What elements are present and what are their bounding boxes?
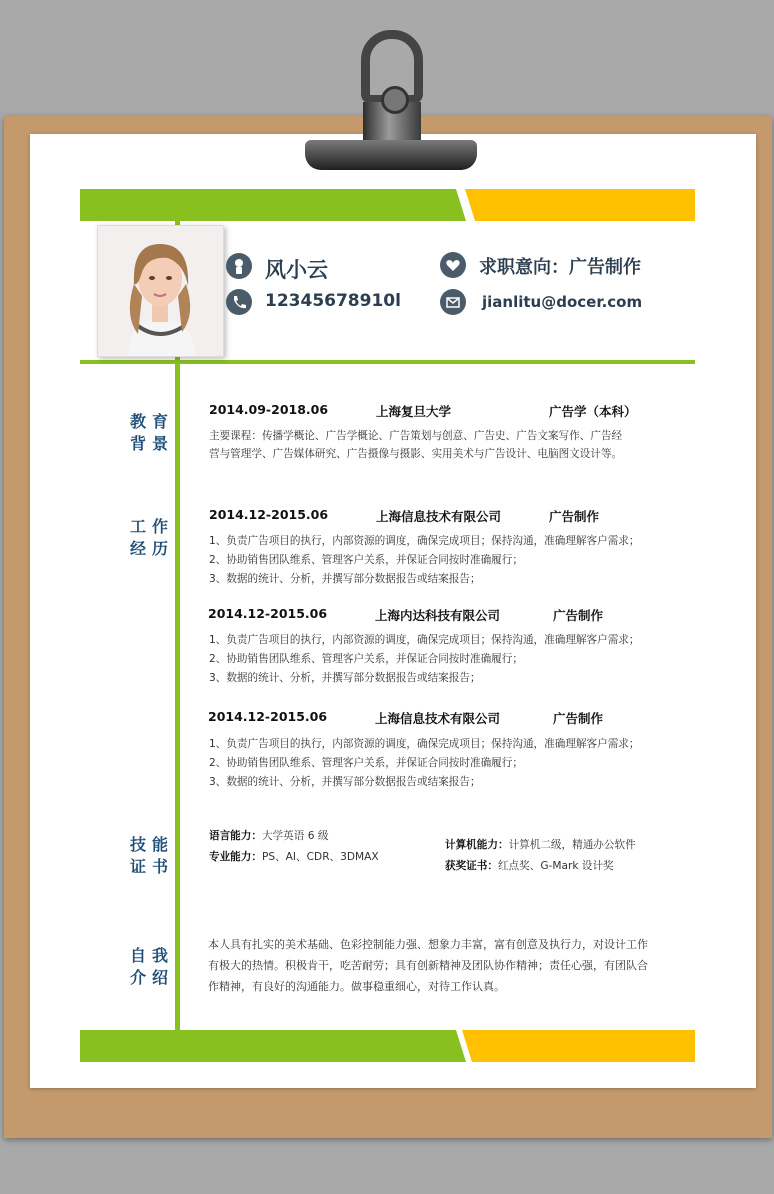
- skill-language: 语言能力：大学英语 6 级: [209, 830, 329, 842]
- work-duty: 3、数据的统计、分析，并撰写部分数据报告或结案报告；: [209, 672, 481, 684]
- header-divider: [80, 360, 695, 364]
- work-duty: 1、负责广告项目的执行，内部资源的调度，确保完成项目；保持沟通，准确理解客户需求；: [209, 535, 640, 547]
- work-date: 2014.12-2015.06: [208, 709, 328, 724]
- education-courses-line: 主要课程：传播学概论、广告学概论、广告策划与创意、广告史、广告文案写作、广告经: [209, 430, 623, 442]
- mail-icon: [440, 289, 466, 315]
- section-title-intro: 自 我 介 绍: [129, 946, 168, 987]
- work-duty: 1、负责广告项目的执行，内部资源的调度，确保完成项目；保持沟通，准确理解客户需求；: [209, 634, 640, 646]
- heart-icon: [440, 252, 466, 278]
- job-intent: 求职意向：广告制作: [479, 257, 641, 278]
- work-role: 广告制作: [553, 711, 604, 726]
- clip-hole: [381, 86, 409, 114]
- section-title-work: 工 作 经 历: [129, 517, 168, 558]
- work-duty: 2、协助销售团队维系、管理客户关系，并保证合同按时准确履行；: [209, 757, 523, 769]
- section-title-education: 教 育 背 景: [129, 412, 168, 453]
- skill-computer: 计算机能力：计算机二级，精通办公软件: [445, 839, 636, 851]
- top-yellow-bar: [465, 189, 695, 221]
- work-role: 广告制作: [553, 608, 604, 623]
- binder-clip: [305, 30, 477, 170]
- work-duty: 3、数据的统计、分析，并撰写部分数据报告或结案报告；: [209, 573, 481, 585]
- work-company: 上海信息技术有限公司: [375, 711, 501, 726]
- work-duty: 2、协助销售团队维系、管理客户关系，并保证合同按时准确履行；: [209, 554, 523, 566]
- user-icon: [226, 253, 252, 279]
- work-duty: 3、数据的统计、分析，并撰写部分数据报告或结案报告；: [209, 776, 481, 788]
- self-intro: 本人具有扎实的美术基础、色彩控制能力强、想象力丰富，富有创意及执行力，对设计工作有极大的热情。积极肯干，吃苦耐劳；具有创新精神及团队协作精神；责任心强，有团队合作精神，有良好的沟通能力。做事稳重细心，对待工作认真。: [208, 938, 648, 993]
- education-date: 2014.09-2018.06: [209, 402, 329, 417]
- phone-number: 12345678910l: [265, 291, 401, 311]
- work-role: 广告制作: [549, 509, 600, 524]
- education-school: 上海复旦大学: [376, 404, 452, 419]
- work-duty: 1、负责广告项目的执行，内部资源的调度，确保完成项目；保持沟通，准确理解客户需求；: [209, 738, 640, 750]
- candidate-name: 风小云: [265, 258, 328, 282]
- work-date: 2014.12-2015.06: [209, 507, 329, 522]
- work-company: 上海内达科技有限公司: [375, 608, 501, 623]
- bottom-yellow-bar: [462, 1030, 695, 1062]
- skill-professional: 专业能力：PS、AI、CDR、3DMAX: [209, 851, 379, 863]
- bottom-green-bar: [80, 1030, 466, 1062]
- clip-base: [305, 140, 477, 170]
- education-courses-line: 营与管理学、广告媒体研究、广告摄像与摄影、实用美术与广告设计、电脑图文设计等。: [209, 448, 623, 460]
- top-green-bar: [80, 189, 466, 221]
- phone-icon: [226, 289, 252, 315]
- profile-photo: [97, 225, 224, 357]
- skill-award: 获奖证书：红点奖、G-Mark 设计奖: [445, 860, 614, 872]
- work-duty: 2、协助销售团队维系、管理客户关系，并保证合同按时准确履行；: [209, 653, 523, 665]
- section-title-skills: 技 能 证 书: [129, 835, 168, 876]
- work-date: 2014.12-2015.06: [208, 606, 328, 621]
- education-major: 广告学（本科）: [549, 404, 637, 419]
- email-address: jianlitu@docer.com: [482, 293, 643, 311]
- work-company: 上海信息技术有限公司: [376, 509, 502, 524]
